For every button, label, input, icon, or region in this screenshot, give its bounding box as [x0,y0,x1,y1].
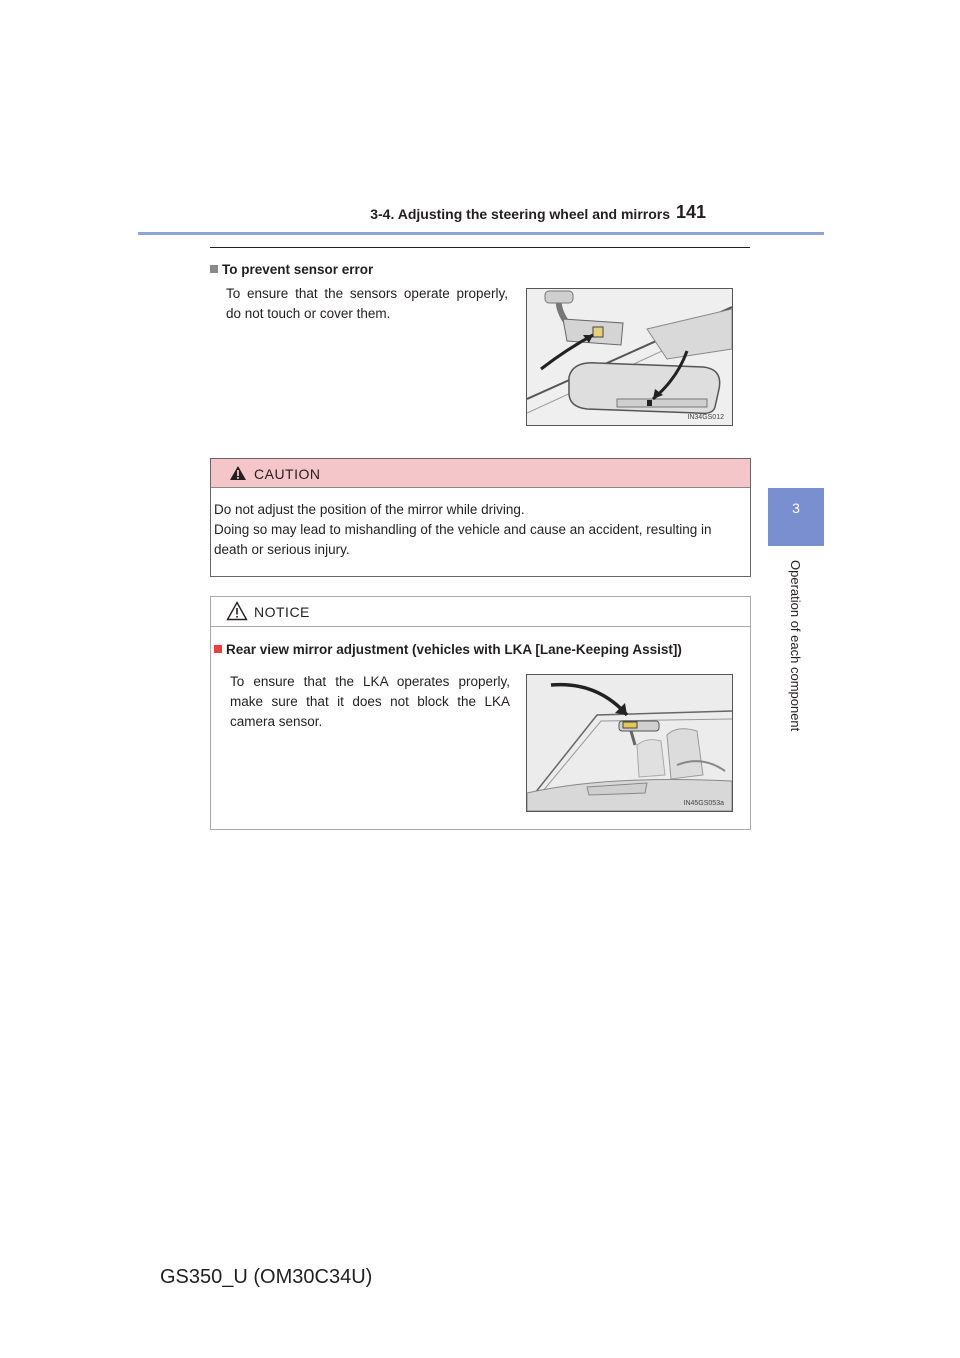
page-number: 141 [676,202,707,222]
notice-triangle-icon [226,601,248,626]
footer-model-code: GS350_U (OM30C34U) [160,1266,373,1288]
chapter-tab [768,488,824,546]
chapter-number: 3 [792,500,800,516]
bullet-square-red-icon [214,645,222,653]
caution-line-2: Doing so may lead to mishandling of the vehicle and cause an accident, resulting in death or serious injury. [214,522,712,557]
lka-paragraph: To ensure that the LKA operates properly, make sure that it does not block the LKA camera sensor. [230,674,510,729]
notice-header-rule [211,626,750,627]
caution-line-1: Do not adjust the position of the mirror while driving. [214,502,525,517]
chapter-title-wrap [768,560,824,760]
warning-triangle-icon [229,465,247,486]
mirror-sensor-drawing [527,289,732,425]
sensor-illustration [526,288,733,426]
notice-title: NOTICE [254,604,310,620]
sensor-paragraph: To ensure that the sensors operate properly, do not touch or cover them. [226,286,508,321]
header-section-title: 3-4. Adjusting the steering wheel and mirrors [370,206,670,222]
header-rule [138,232,824,235]
sensor-heading-text: To prevent sensor error [222,262,374,277]
lka-figure-code: IN45GS053a [683,800,724,807]
sensor-figure-code: IN34GS012 [687,414,724,421]
section-rule [210,247,750,248]
notice-heading [214,642,682,657]
bullet-square-icon [210,265,218,273]
caution-text [214,500,744,560]
notice-heading-text: Rear view mirror adjustment (vehicles with LKA [Lane-Keeping Assist]) [226,642,682,657]
chapter-title: Operation of each component [788,560,803,732]
lka-illustration [526,674,733,812]
caution-title: CAUTION [254,466,321,482]
sensor-heading [210,262,373,277]
lka-camera-drawing [527,675,732,811]
